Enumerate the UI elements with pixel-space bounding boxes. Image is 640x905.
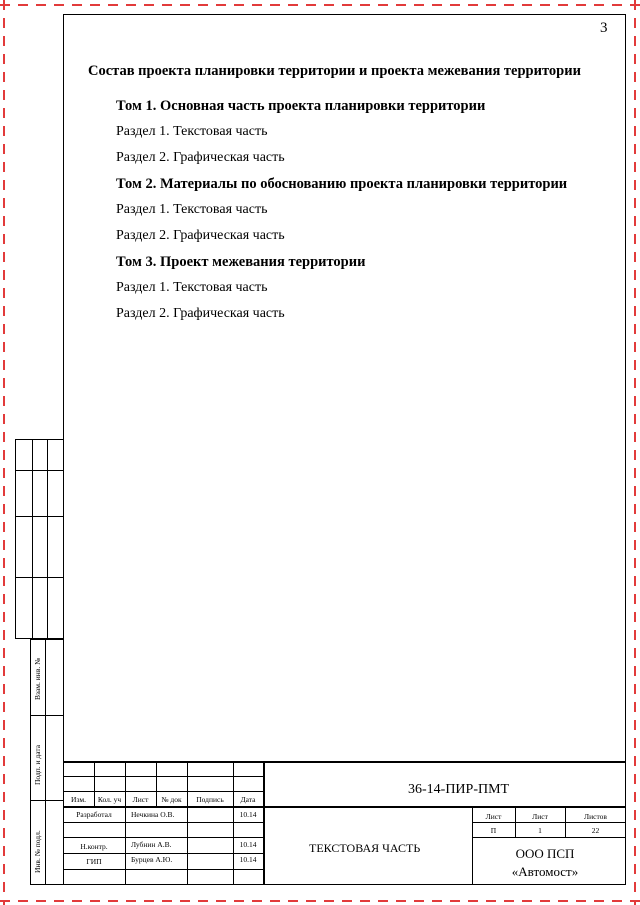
margin-grid xyxy=(15,439,64,639)
cut-line-left xyxy=(3,0,5,905)
org-line-2: «Автомост» xyxy=(511,864,579,879)
document-code: 36-14-ПИР-ПМТ xyxy=(408,782,510,797)
stamp-role: ГИП xyxy=(86,857,102,866)
stamp-header-list: Лист xyxy=(132,795,149,804)
stamp-col-stage-value: П xyxy=(490,826,497,835)
margin-label-podp: Подп. и дата xyxy=(33,744,42,785)
toc-volume-1: Том 1. Основная часть проекта планировки территории xyxy=(116,98,486,114)
toc-section: Раздел 2. Графическая часть xyxy=(116,306,285,321)
cut-line-right xyxy=(634,0,636,905)
stamp-header-ndok: № док xyxy=(161,795,182,804)
margin-label-vzam: Взам. инв. № xyxy=(33,657,42,700)
toc-volume-3: Том 3. Проект межевания территории xyxy=(116,254,366,270)
stamp-name: Нечкина О.В. xyxy=(131,810,175,819)
stamp-col-sheets-value: 22 xyxy=(591,826,600,835)
toc-section: Раздел 1. Текстовая часть xyxy=(116,280,268,295)
stamp-header-podpis: Подпись xyxy=(196,795,224,804)
stamp-col-sheet-value: 1 xyxy=(538,826,542,835)
stamp-name: Бурцев А.Ю. xyxy=(131,855,173,864)
margin-label-inv: Инв. № подл. xyxy=(33,830,42,873)
stamp-col-sheet-label: Лист xyxy=(532,812,548,821)
stamp-header-izm: Изм. xyxy=(71,795,86,804)
toc-volume-2: Том 2. Материалы по обоснованию проекта планировки территории xyxy=(116,176,568,192)
stamp-header-data: Дата xyxy=(240,795,256,804)
stamp-col-sheets-label: Листов xyxy=(584,812,607,821)
stamp-name: Лубнин А.В. xyxy=(131,840,172,849)
stamp-role: Разработал xyxy=(76,810,112,819)
stamp-col-stage-label: Лист xyxy=(485,812,502,821)
page-number: 3 xyxy=(600,20,608,36)
cut-line-bottom xyxy=(0,900,640,902)
stamp-date: 10.14 xyxy=(239,840,257,849)
toc-section: Раздел 2. Графическая часть xyxy=(116,228,285,243)
document-title: Состав проекта планировки территории и проекта межевания территории xyxy=(88,63,581,79)
cut-line-top xyxy=(0,4,640,6)
table-of-contents xyxy=(116,93,567,327)
stamp-date: 10.14 xyxy=(239,810,257,819)
toc-section: Раздел 2. Графическая часть xyxy=(116,150,285,165)
stamp-date: 10.14 xyxy=(239,855,257,864)
sheet-title: ТЕКСТОВАЯ ЧАСТЬ xyxy=(309,841,421,855)
org-line-1: ООО ПСП xyxy=(515,846,575,861)
toc-section: Раздел 1. Текстовая часть xyxy=(116,124,268,139)
stamp-role: Н.контр. xyxy=(80,842,108,851)
stamp-header-kol: Кол. уч xyxy=(97,795,122,804)
organization-name xyxy=(485,845,605,881)
toc-section: Раздел 1. Текстовая часть xyxy=(116,202,268,217)
